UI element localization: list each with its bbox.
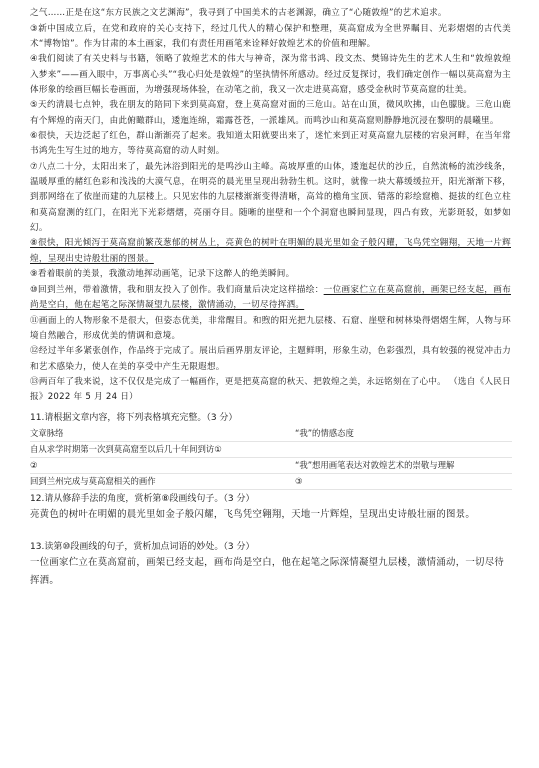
paragraph-3: ③新中国成立后，在党和政府的关心支持下，经过几代人的精心保护和整理，莫高窟成为全世界瞩目、光彩熠熠的古代美术“博物馆”。作为甘肃的本土画家，我们有责任用画笔来诠释好敦煌艺术的价值和理解。 bbox=[30, 23, 511, 49]
question-11-title: 11.请根据文章内容，将下列表格填充完整。（3 分） bbox=[30, 412, 238, 423]
article-source: （选自《人民日报》2022 年 5 月 24 日） bbox=[30, 377, 511, 403]
table-header-emotion: “我”的情感态度 bbox=[295, 427, 354, 438]
question-13-answer: 一位画家伫立在莫高窟前，画架已经支起，画布尚是空白，他在起笔之际深情凝望九层楼，激情涌动，一切尽待挥洒。 bbox=[30, 556, 505, 586]
paragraph-11: ⑪画面上的人物形象不是很大，但姿态优美，非常醒目。和煦的阳光把九层楼、石窟、崖壁和树林染得熠熠生辉，人物与环境自然融合，形成优美的情调和意境。 bbox=[30, 315, 511, 341]
question-section bbox=[30, 411, 511, 590]
paragraph-intro: 之气……正是在这“东方民族之文艺渊海”，我寻到了中国美术的古老渊源，确立了“心随敦煌”的艺术追求。 bbox=[30, 8, 447, 18]
paragraph-7: ⑦八点二十分，太阳出来了，最先沐浴到阳光的是鸣沙山主峰。高坡厚重的山体，逶迤起伏的沙丘，自然流畅的流沙线条，温暖厚重的赭红色彩和浅浅的大漠气息，在明亮的晨光里呈现出勃勃生机。这时，就像一块大幕缓缓拉开，阳光渐渐下移，到那网络在了依崖而建的九层楼上。只见宏伟的九层楼渐渐变得清晰，高耸的檐角宝顶、错落的彩绘窟檐、挺拔的红色立柱和莫高窟测的红门，在阳光下光彩熠熠，亮丽夺目。随晰的崖壁和一个个洞窟也瞬间显现，四凸有致，光影斑驳，如梦如幻。 bbox=[30, 161, 511, 233]
question-13-title: 13.读第⑩段画线的句子，赏析加点词语的妙处。（3 分） bbox=[30, 541, 255, 552]
paragraph-10-underlined: 一位画家伫立在莫高窟前，画架已经支起，画布尚是空白，他在起笔之际深情凝望九层楼，激情涌动，一切尽待挥洒。 bbox=[30, 284, 511, 310]
table-row bbox=[30, 474, 512, 490]
paragraph-10-text: ⑩回到兰州，带着激情，我和朋友投入了创作。我们商量后决定这样描绘： bbox=[30, 284, 324, 295]
article-body bbox=[30, 6, 511, 406]
table-cell: ② bbox=[30, 459, 38, 470]
table-cell: ③ bbox=[295, 475, 303, 486]
paragraph-13-text: ⑬两百年了我来说，这不仅仅是完成了一幅画作，更是把莫高窟的秋天、把敦煌之美，永远铭刻在了心中。 bbox=[30, 377, 447, 388]
table-row bbox=[30, 442, 512, 458]
paragraph-12: ⑫经过半年多紧张创作，作品终于完成了。展出后画界朋友评论，主题鲜明，形象生动，色彩强烈，具有较强的视觉冲击力和艺术感染力，使人在美的享受中产生无限遐想。 bbox=[30, 346, 511, 372]
question-12-title: 12.请从修辞手法的角度，赏析第⑧段画线句子。（3 分） bbox=[30, 493, 255, 504]
table-row bbox=[30, 458, 512, 474]
paragraph-5: ⑤天约清晨七点钟，我在朋友的陪同下来到莫高窟，登上莫高窟对面的三危山。站在山顶，微风吹拂，山色朦胧。三危山鹿有个辉煌的南天门，由此俯瞰群山，逶迤连绵，霜露苍苍，一派雄风。而鸣沙山和莫高窟则静静地沉浸在黎明的晨曦里。 bbox=[30, 100, 511, 126]
paragraph-13 bbox=[30, 375, 511, 405]
paragraph-10 bbox=[30, 283, 511, 313]
table-cell: “我”想用画笔表达对敦煌艺术的崇敬与理解 bbox=[295, 459, 455, 470]
spacer bbox=[30, 524, 511, 538]
table-header-structure: 文章脉络 bbox=[30, 427, 64, 438]
question-11-table bbox=[30, 426, 512, 490]
paragraph-4: ④我们阅读了有关史料与书籍，领略了敦煌艺术的伟大与神奇，深为常书鸿、段文杰、樊锦诗先生的艺术人生和“敦煌敦煌入梦来”——画入眼中，万事离心头”“我心归处是敦煌”的坚执情怀所感动。经过反复探讨，我们确定创作一幅以莫高窟为主体形象的绘画巨幅长卷画面，为增强现场体验，在动笔之前，我又一次走进莫高窟，感受金秋时节莫高窟的壮美。 bbox=[30, 54, 511, 95]
paragraph-6: ⑥很快，天边泛起了红色，群山渐渐亮了起来。我知道太阳就要出来了，迷忙来到正对莫高窟九层楼的宕泉河畔，在当年常书鸿先生写生过的地方，等待莫高窟的动人时刻。 bbox=[30, 131, 511, 157]
question-12-answer: 亮黄色的树叶在明媚的晨光里如金子般闪耀，飞鸟凭空翱翔，天地一片辉煌，呈现出史诗般壮丽的图景。 bbox=[30, 508, 476, 520]
paragraph-9: ⑨看着眼前的美景，我激动地挥动画笔，记录下这醉人的绝美瞬间。 bbox=[30, 269, 295, 280]
table-cell: 回到兰州完成与莫高窟相关的画作 bbox=[30, 475, 156, 486]
paragraph-8-underlined: ⑧很快，阳光倾泻于莫高窟前繁茂葱郁的树丛上，亮黄色的树叶在明媚的晨光里如金子般闪耀，飞鸟凭空翱翔，天地一片辉煌，呈现出史诗般壮丽的图景。 bbox=[30, 238, 511, 264]
table-header-row bbox=[30, 426, 512, 442]
table-cell bbox=[295, 442, 512, 457]
table-cell: 自从求学时期第一次到莫高窟至以后几十年间到访① bbox=[30, 443, 222, 454]
